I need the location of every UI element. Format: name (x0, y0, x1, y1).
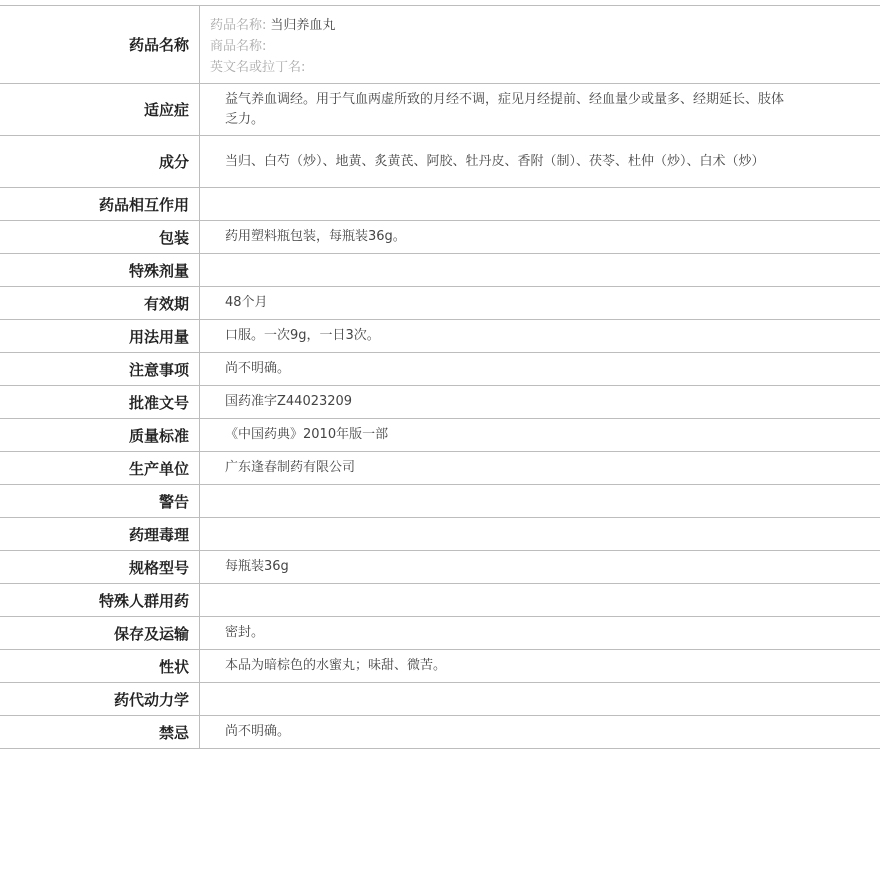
row-value (200, 650, 880, 682)
row-value-text: 48个月 (225, 295, 268, 310)
table-row-usage (0, 320, 880, 353)
english-name-line (210, 57, 785, 78)
row-value (200, 353, 880, 385)
table-row-interactions (0, 188, 880, 221)
row-label: 药代动力学 (0, 683, 200, 715)
row-label: 药品相互作用 (0, 188, 200, 220)
row-label: 药品名称 (0, 6, 200, 83)
row-label: 特殊剂量 (0, 254, 200, 286)
row-value-text: 尚不明确。 (225, 361, 291, 376)
row-value (200, 84, 880, 135)
row-label: 性状 (0, 650, 200, 682)
table-row-description (0, 650, 880, 683)
table-row-drug-name (0, 6, 880, 84)
table-row-warning (0, 485, 880, 518)
row-label: 特殊人群用药 (0, 584, 200, 616)
row-value-text: 广东逢春制药有限公司 (225, 460, 356, 475)
row-value-text: 药用塑料瓶包装，每瓶装36g。 (225, 229, 406, 244)
drug-info-table (0, 5, 880, 749)
row-value (200, 617, 880, 649)
row-value-text: 密封。 (225, 625, 265, 640)
english-name-key: 英文名或拉丁名: (210, 60, 306, 75)
table-row-approval-number (0, 386, 880, 419)
table-row-pharmacology (0, 518, 880, 551)
generic-name-value: 当归养血丸 (270, 18, 336, 33)
row-value-text: 口服。一次9g，一日3次。 (225, 328, 380, 343)
table-row-special-dosage (0, 254, 880, 287)
row-label: 质量标准 (0, 419, 200, 451)
row-value-text: 本品为暗棕色的水蜜丸；味甜、微苦。 (225, 658, 447, 673)
row-value (200, 551, 880, 583)
row-label: 保存及运输 (0, 617, 200, 649)
table-row-precautions (0, 353, 880, 386)
row-label: 用法用量 (0, 320, 200, 352)
table-row-contraindications (0, 716, 880, 749)
row-label: 有效期 (0, 287, 200, 319)
row-label: 批准文号 (0, 386, 200, 418)
row-value (200, 320, 880, 352)
table-row-specification (0, 551, 880, 584)
table-row-storage (0, 617, 880, 650)
row-value (200, 254, 880, 286)
row-value (200, 584, 880, 616)
row-value (200, 452, 880, 484)
row-value-text: 国药准字Z44023209 (225, 394, 353, 409)
row-label: 注意事项 (0, 353, 200, 385)
row-value-text: 每瓶装36g (225, 559, 289, 574)
trade-name-key: 商品名称: (210, 39, 267, 54)
row-value (200, 136, 880, 187)
drug-name-cell (200, 6, 880, 83)
row-value (200, 419, 880, 451)
row-value-text: 当归、白芍（炒）、地黄、炙黄芪、阿胶、牡丹皮、香附（制）、茯苓、杜仲（炒）、白术（炒） (225, 153, 765, 169)
row-label: 生产单位 (0, 452, 200, 484)
row-value (200, 485, 880, 517)
row-value (200, 188, 880, 220)
row-value-text: 益气养血调经。用于气血两虚所致的月经不调，症见月经提前、经血量少或量多、经期延长、肢体乏力。 (225, 91, 785, 127)
row-label: 包装 (0, 221, 200, 253)
row-value (200, 683, 880, 715)
trade-name-line (210, 36, 785, 57)
row-label: 规格型号 (0, 551, 200, 583)
table-row-quality-standard (0, 419, 880, 452)
table-row-ingredients (0, 136, 880, 188)
row-value-text: 《中国药典》2010年版一部 (225, 427, 389, 442)
table-row-shelf-life (0, 287, 880, 320)
row-value (200, 518, 880, 550)
row-value (200, 221, 880, 253)
row-label: 禁忌 (0, 716, 200, 748)
table-row-indications (0, 84, 880, 136)
table-row-pharmacokinetics (0, 683, 880, 716)
row-value (200, 716, 880, 748)
row-label: 适应症 (0, 84, 200, 135)
row-label: 药理毒理 (0, 518, 200, 550)
table-row-special-populations (0, 584, 880, 617)
row-value-text: 尚不明确。 (225, 724, 291, 739)
table-row-packaging (0, 221, 880, 254)
generic-name-key: 药品名称: (210, 18, 267, 33)
row-label: 警告 (0, 485, 200, 517)
row-value (200, 287, 880, 319)
table-row-manufacturer (0, 452, 880, 485)
generic-name-line (210, 15, 785, 36)
row-value (200, 386, 880, 418)
row-label: 成分 (0, 136, 200, 187)
